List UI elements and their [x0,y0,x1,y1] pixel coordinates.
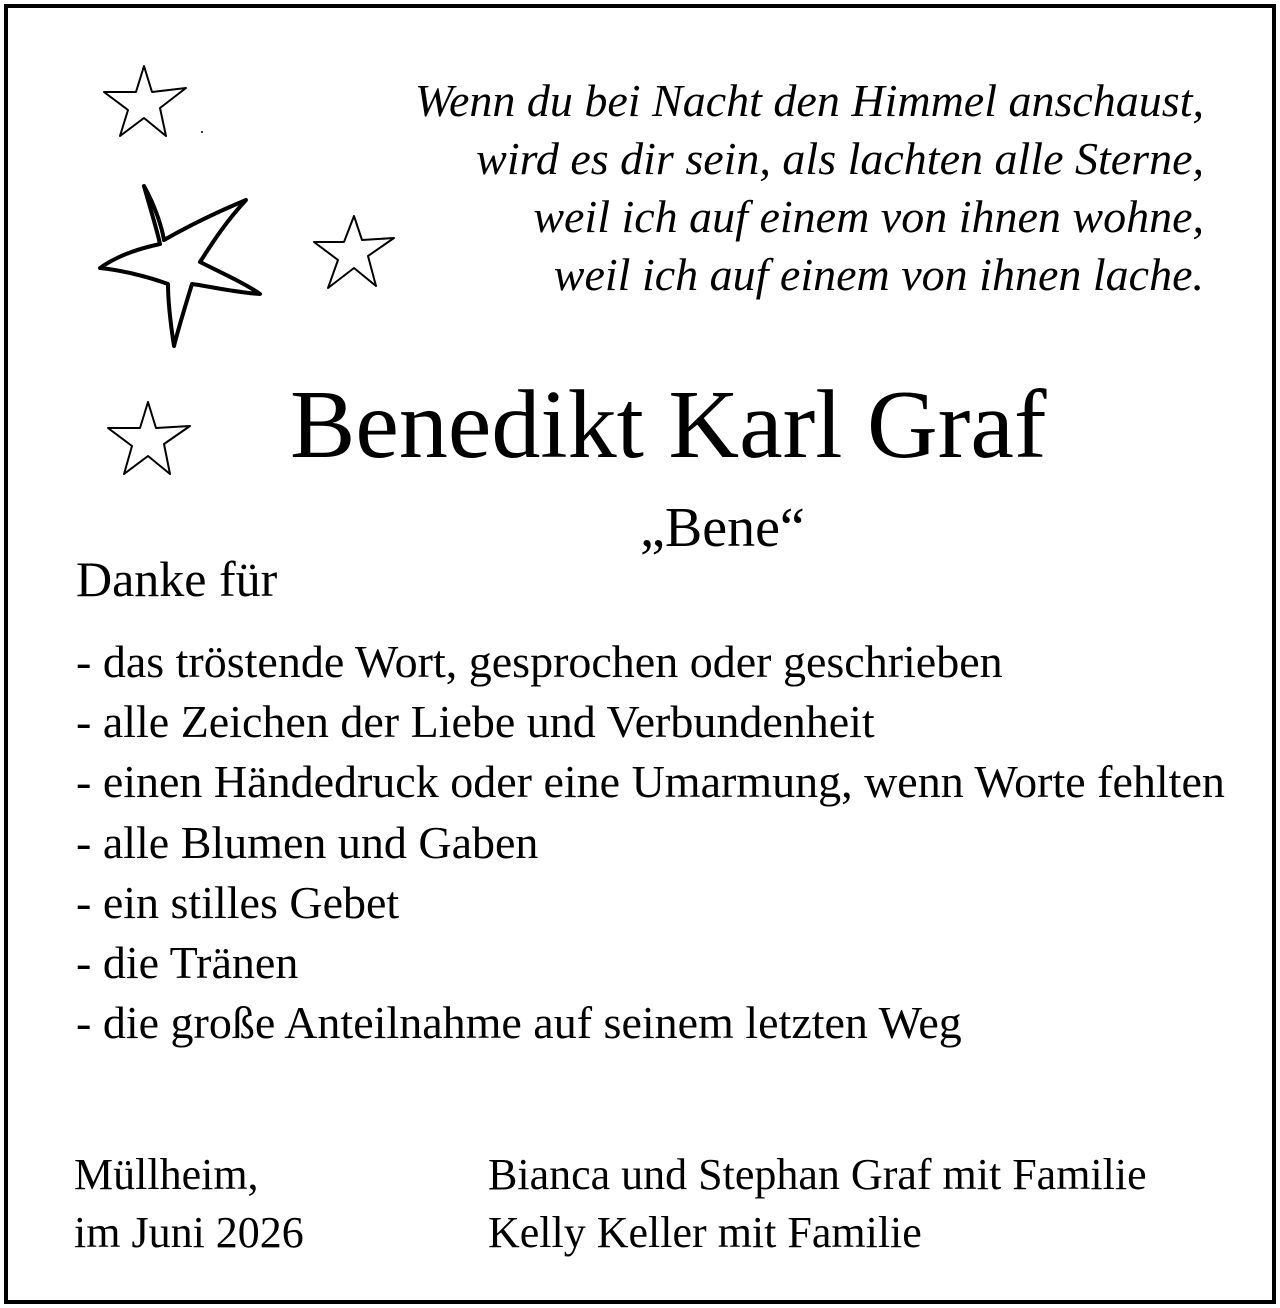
date: im Juni 2026 [74,1208,304,1257]
signers [488,1146,1147,1262]
place-date [74,1146,304,1262]
signer: Bianca und Stephan Graf mit Familie [488,1150,1147,1199]
poem-line: weil ich auf einem von ihnen wohne, [533,191,1204,242]
list-item: - das tröstende Wort, gesprochen oder geschrieben [76,636,1003,687]
poem-line: Wenn du bei Nacht den Himmel anschaust, [414,75,1204,126]
signer: Kelly Keller mit Familie [488,1208,922,1257]
list-item: - ein stilles Gebet [76,876,400,928]
thanks-list [76,632,1226,1053]
poem-line: weil ich auf einem von ihnen lache. [553,249,1204,300]
place: Müllheim, [74,1150,259,1199]
list-item: - alle Blumen und Gaben [76,816,539,868]
star-icon [100,62,190,142]
poem [324,72,1204,304]
deceased-nickname: „Bene“ [640,497,805,559]
thanks-intro: Danke für [76,551,278,607]
star-icon [104,398,194,478]
list-item: - alle Zeichen der Liebe und Verbundenheit [76,696,875,748]
deceased-name: Benedikt Karl Graf [290,371,1047,479]
list-item: - die Tränen [76,937,299,989]
list-item: - die große Anteilnahme auf seinem letzten Weg [76,997,962,1049]
list-item: - einen Händedruck oder eine Umarmung, wenn Worte fehlten [76,756,1225,808]
poem-line: wird es dir sein, als lachten alle Sterne, [476,133,1204,184]
star-icon [96,180,266,350]
